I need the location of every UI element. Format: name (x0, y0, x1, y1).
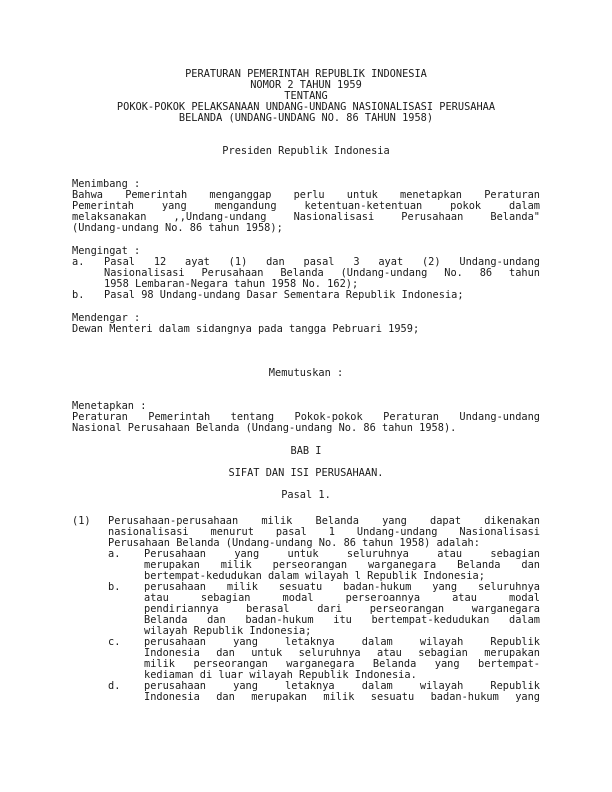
ayat-1-line-2: nasionalisasi menurut pasal 1 Undang-undang Nasionalisasi (108, 526, 540, 538)
ayat-1-item-a-line-2: merupakan milik perseorangan warganegara Belanda dan (144, 559, 540, 571)
ayat-1-item-d-line-2: Indonesia dan merupakan milik sesuatu badan-hukum yang (144, 691, 540, 703)
ayat-1-item-c-marker: c. (108, 636, 121, 648)
mengingat-b-line-1: Pasal 98 Undang-undang Dasar Sementara Republik Indonesia; (104, 289, 464, 301)
title-line-1: PERATURAN PEMERINTAH REPUBLIK INDONESIA (185, 68, 427, 80)
ayat-1-item-d-line-1: perusahaan yang letaknya dalam wilayah Republik (144, 680, 540, 692)
mengingat-a-line-2: Nasionalisasi Perusahaan Belanda (Undang-undang No. 86 tahun (104, 267, 540, 279)
pasal-heading: Pasal 1. (281, 489, 331, 501)
ayat-1-marker: (1) (72, 515, 91, 527)
title-line-2: NOMOR 2 TAHUN 1959 (250, 79, 362, 91)
ayat-1-item-b-line-3: pendiriannya berasal dari perseorangan warganegara (144, 603, 540, 615)
ayat-1-line-1: Perusahaan-perusahaan milik Belanda yang dapat dikenakan (108, 515, 540, 527)
ayat-1-item-c-line-1: perusahaan yang letaknya dalam wilayah Republik (144, 636, 540, 648)
ayat-1-item-a-line-1: Perusahaan yang untuk seluruhnya atau sebagian (144, 548, 540, 560)
ayat-1-item-a-line-3: bertempat-kedudukan dalam wilayah l Republik Indonesia; (144, 570, 485, 582)
mengingat-a-line-1: Pasal 12 ayat (1) dan pasal 3 ayat (2) Undang-undang (104, 256, 540, 268)
bab-title: SIFAT DAN ISI PERUSAHAAN. (228, 467, 384, 479)
menimbang-line-1: Bahwa Pemerintah menganggap perlu untuk menetapkan Peraturan (72, 189, 540, 201)
mengingat-a-line-3: 1958 Lembaran-Negara tahun 1958 No. 162); (104, 278, 359, 290)
bab-heading: BAB I (290, 445, 322, 457)
memutuskan-heading: Memutuskan : (268, 367, 344, 379)
menimbang-line-2: Pemerintah yang mengandung ketentuan-ketentuan pokok dalam (72, 200, 540, 212)
menetapkan-line-2: Nasional Perusahaan Belanda (Undang-undang No. 86 tahun 1958). (72, 422, 457, 434)
mengingat-b-marker: b. (72, 289, 85, 301)
ayat-1-item-b-line-4: Belanda dan badan-hukum itu bertempat-kedudukan dalam (144, 614, 540, 626)
ayat-1-item-b-line-1: perusahaan milik sesuatu badan-hukum yang seluruhnya (144, 581, 540, 593)
president-heading: Presiden Republik Indonesia (222, 145, 390, 157)
menimbang-line-4: (Undang-undang No. 86 tahun 1958); (72, 222, 283, 234)
mengingat-label: Mengingat : (72, 245, 141, 257)
ayat-1-line-3: Perusahaan Belanda (Undang-undang No. 86 tahun 1958) adalah: (108, 537, 480, 549)
menetapkan-line-1: Peraturan Pemerintah tentang Pokok-pokok Peraturan Undang-undang (72, 411, 540, 423)
ayat-1-item-c-line-3: milik perseorangan warganegara Belanda yang bertempat- (144, 658, 540, 670)
title-line-5: BELANDA (UNDANG-UNDANG NO. 86 TAHUN 1958) (178, 112, 434, 124)
ayat-1-item-c-line-4: kediaman di luar wilayah Republik Indonesia. (144, 669, 417, 681)
ayat-1-item-a-marker: a. (108, 548, 121, 560)
mengingat-a-marker: a. (72, 256, 85, 268)
ayat-1-item-d-marker: d. (108, 680, 121, 692)
mendengar-label: Mendengar : (72, 312, 141, 324)
ayat-1-item-c-line-2: Indonesia dan untuk seluruhnya atau sebagian merupakan (144, 647, 540, 659)
mendengar-text: Dewan Menteri dalam sidangnya pada tangga Pebruari 1959; (72, 323, 420, 335)
ayat-1-item-b-line-2: atau sebagian modal perseroannya atau modal (144, 592, 540, 604)
ayat-1-item-b-marker: b. (108, 581, 121, 593)
title-line-4: POKOK-POKOK PELAKSANAAN UNDANG-UNDANG NASIONALISASI PERUSAHAA (116, 101, 496, 113)
ayat-1-item-b-line-5: wilayah Republik Indonesia; (144, 625, 312, 637)
menimbang-label: Menimbang : (72, 178, 141, 190)
menetapkan-label: Menetapkan : (72, 400, 147, 412)
title-line-3: TENTANG (284, 90, 328, 102)
menimbang-line-3: melaksanakan ,,Undang-undang Nasionalisasi Perusahaan Belanda" (72, 211, 540, 223)
